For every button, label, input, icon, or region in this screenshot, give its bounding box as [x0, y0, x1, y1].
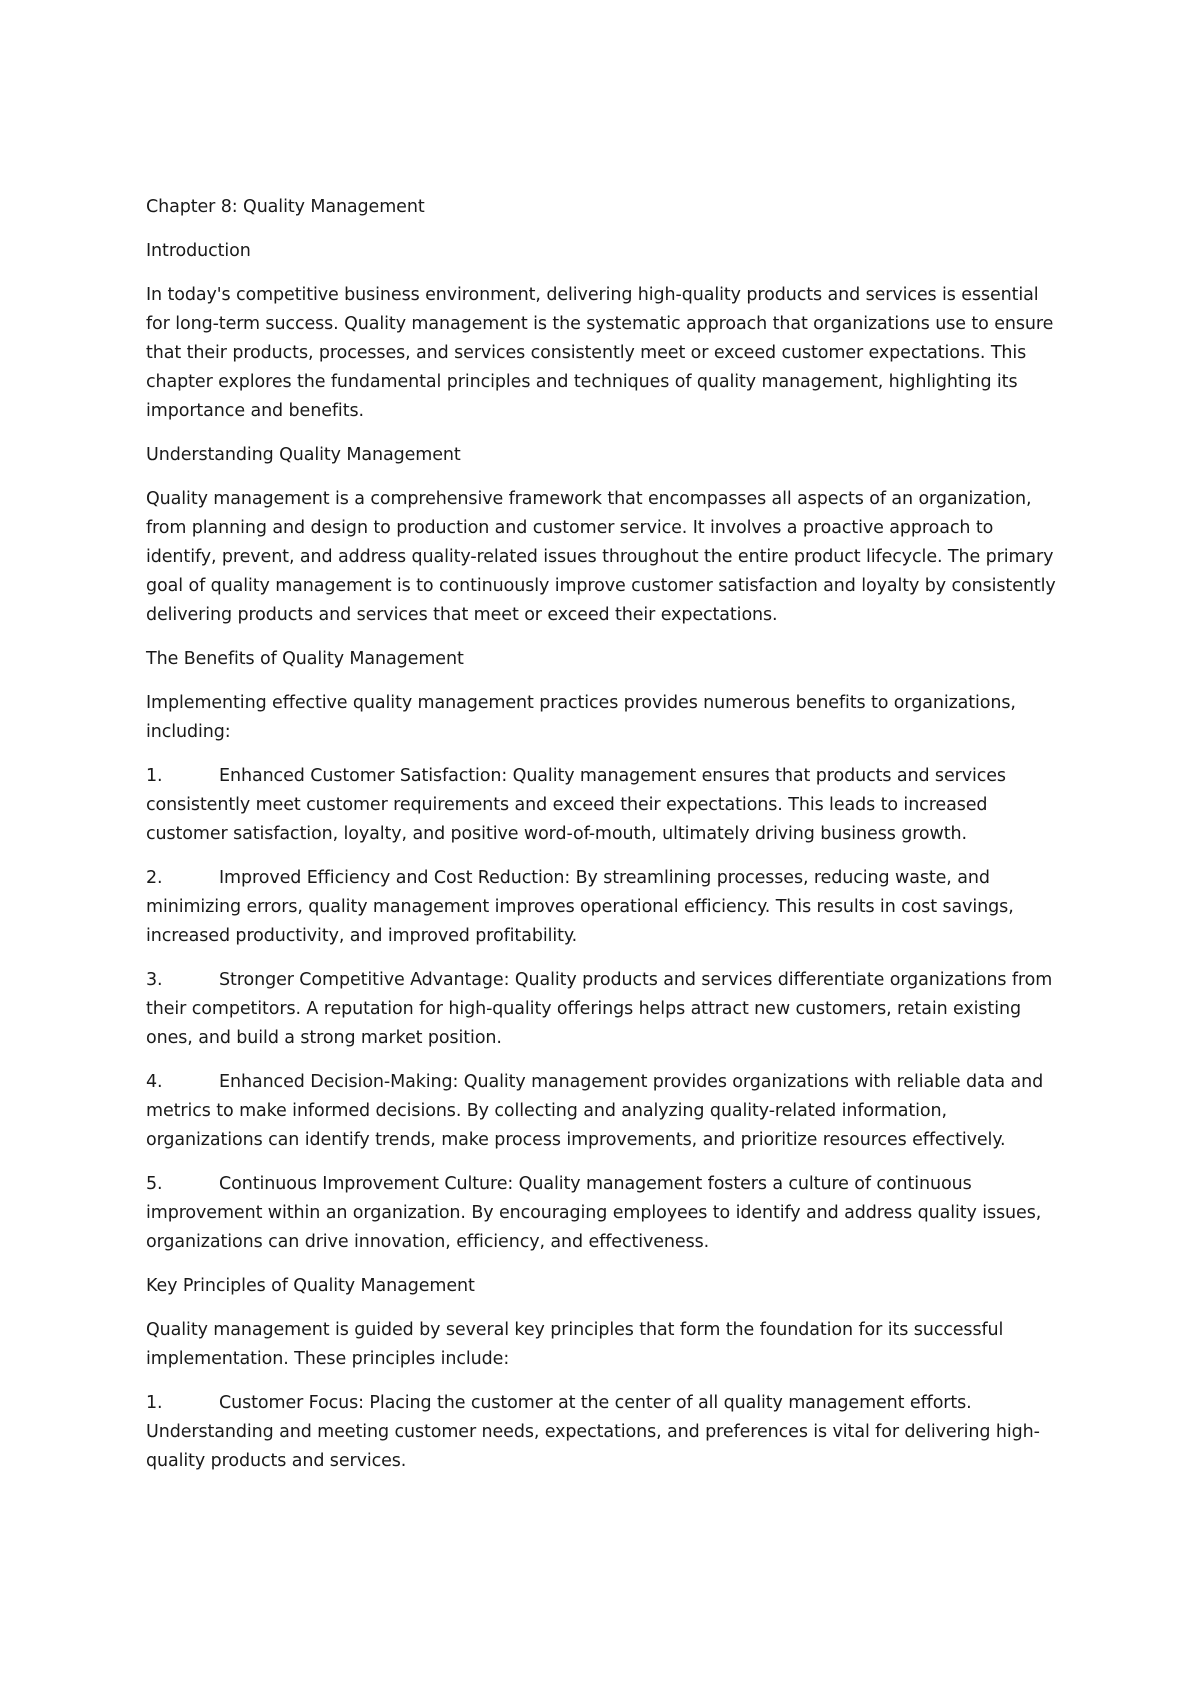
benefit-item-1: [146, 762, 1066, 849]
section-heading-principles: Key Principles of Quality Management: [146, 1276, 475, 1296]
list-item-text: Customer Focus: Placing the customer at the center of all quality management efforts. Understanding and meeting customer needs, expectations, and preferences is vital for delivering high-quality products and services.: [146, 1393, 1040, 1471]
introduction-paragraph: In today's competitive business environment, delivering high-quality products and services is essential for long-term success. Quality management is the systematic approach that organizations use to ensure that their products, processes, and services consistently meet or exceed customer expectations. This chapter explores the fundamental principles and techniques of quality management, highlighting its importance and benefits.: [146, 285, 1054, 421]
list-item-text: Enhanced Decision-Making: Quality management provides organizations with reliable data and metrics to make informed decisions. By collecting and analyzing quality-related information, organizations can identify trends, make process improvements, and prioritize resources effectively.: [146, 1072, 1044, 1150]
list-item-text: Continuous Improvement Culture: Quality management fosters a culture of continuous improvement within an organization. By encouraging employees to identify and address quality issues, organizations can drive innovation, efficiency, and effectiveness.: [146, 1174, 1042, 1252]
list-number: 2.: [146, 868, 163, 888]
benefit-item-5: [146, 1170, 1066, 1257]
section-heading-introduction: Introduction: [146, 241, 251, 261]
understanding-paragraph: Quality management is a comprehensive framework that encompasses all aspects of an organization, from planning and design to production and customer service. It involves a proactive approach to identify, prevent, and address quality-related issues throughout the entire product lifecycle. The primary goal of quality management is to continuously improve customer satisfaction and loyalty by consistently delivering products and services that meet or exceed their expectations.: [146, 489, 1056, 625]
list-item-text: Improved Efficiency and Cost Reduction: By streamlining processes, reducing waste, and minimizing errors, quality management improves operational efficiency. This results in cost savings, increased productivity, and improved profitability.: [146, 868, 1014, 946]
benefit-item-4: [146, 1068, 1066, 1155]
section-heading-understanding: Understanding Quality Management: [146, 445, 461, 465]
list-number: 4.: [146, 1072, 163, 1092]
list-number: 3.: [146, 970, 163, 990]
principle-item-1: [146, 1389, 1066, 1476]
section-heading-benefits: The Benefits of Quality Management: [146, 649, 464, 669]
benefit-item-3: [146, 966, 1066, 1053]
document-body: [146, 193, 1066, 1491]
list-number: 5.: [146, 1174, 163, 1194]
list-item-text: Stronger Competitive Advantage: Quality products and services differentiate organizations from their competitors. A reputation for high-quality offerings helps attract new customers, retain existing ones, and build a strong market position.: [146, 970, 1053, 1048]
list-item-text: Enhanced Customer Satisfaction: Quality management ensures that products and services consistently meet customer requirements and exceed their expectations. This leads to increased customer satisfaction, loyalty, and positive word-of-mouth, ultimately driving business growth.: [146, 766, 1006, 844]
chapter-title: Chapter 8: Quality Management: [146, 197, 425, 217]
benefit-item-2: [146, 864, 1066, 951]
list-number: 1.: [146, 1393, 163, 1413]
principles-intro-paragraph: Quality management is guided by several key principles that form the foundation for its successful implementation. These principles include:: [146, 1320, 1004, 1369]
list-number: 1.: [146, 766, 163, 786]
benefits-intro-paragraph: Implementing effective quality management practices provides numerous benefits to organizations, including:: [146, 693, 1016, 742]
